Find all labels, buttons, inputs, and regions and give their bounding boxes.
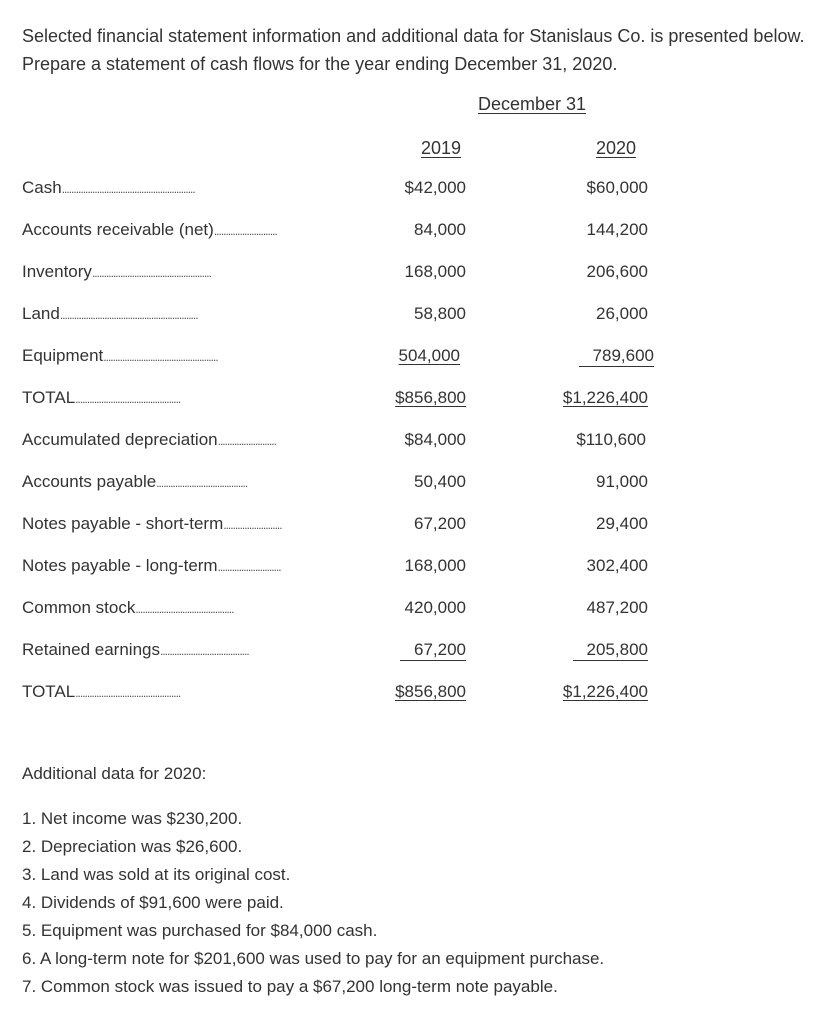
value-2020: 789,600 bbox=[579, 346, 654, 367]
row-label: Land........................................................... bbox=[22, 304, 198, 323]
additional-data-list bbox=[22, 805, 604, 1001]
value-2020: 144,200 bbox=[586, 220, 648, 239]
table-row bbox=[0, 262, 830, 286]
row-label: Notes payable - long-term........................... bbox=[22, 556, 281, 575]
row-label: Accumulated depreciation......................... bbox=[22, 430, 276, 449]
value-2019: 67,200 bbox=[414, 514, 466, 533]
date-header: December 31 bbox=[478, 94, 587, 114]
value-2019: 58,800 bbox=[414, 304, 466, 323]
value-2019: 67,200 bbox=[400, 640, 466, 661]
value-2019: $856,800 bbox=[395, 388, 466, 407]
table-row bbox=[0, 388, 830, 412]
value-2020: 91,000 bbox=[596, 472, 648, 491]
row-label: Notes payable - short-term......................... bbox=[22, 514, 282, 533]
table-row bbox=[0, 220, 830, 244]
value-2019: 420,000 bbox=[404, 598, 466, 617]
row-label: Retained earnings...................................... bbox=[22, 640, 249, 659]
row-label: TOTAL............................................. bbox=[22, 682, 181, 701]
table-row bbox=[0, 640, 830, 664]
row-label: Accounts receivable (net)........................... bbox=[22, 220, 277, 239]
table-row bbox=[0, 304, 830, 328]
value-2020: 205,800 bbox=[573, 640, 648, 661]
value-2019: 50,400 bbox=[414, 472, 466, 491]
value-2019: 168,000 bbox=[404, 556, 466, 575]
table-row bbox=[0, 598, 830, 622]
row-label: Accounts payable....................................... bbox=[22, 472, 248, 491]
table-row bbox=[0, 178, 830, 202]
list-item: 7. Common stock was issued to pay a $67,200 long-term note payable. bbox=[22, 977, 558, 996]
row-label: Cash......................................................... bbox=[22, 178, 195, 197]
problem-intro: Selected financial statement information and additional data for Stanislaus Co. is presented below. Prepare a statement of cash flows for the year ending December 31, 2020. bbox=[22, 26, 805, 74]
table-row bbox=[0, 472, 830, 496]
value-2020: 487,200 bbox=[586, 598, 648, 617]
value-2019: 168,000 bbox=[404, 262, 466, 281]
list-item: 6. A long-term note for $201,600 was used to pay for an equipment purchase. bbox=[22, 949, 605, 968]
row-label: Inventory................................................... bbox=[22, 262, 211, 281]
row-label: Common stock.......................................... bbox=[22, 598, 234, 617]
value-2020: 26,000 bbox=[596, 304, 648, 323]
column-header-2020: 2020 bbox=[596, 138, 637, 158]
value-2020: $110,600 bbox=[576, 430, 646, 449]
value-2020: $60,000 bbox=[586, 178, 648, 197]
table-row bbox=[0, 682, 830, 706]
list-item: 1. Net income was $230,200. bbox=[22, 809, 243, 828]
table-row bbox=[0, 556, 830, 580]
value-2020: $1,226,400 bbox=[562, 388, 648, 407]
list-item: 2. Depreciation was $26,600. bbox=[22, 837, 243, 856]
column-header-2019: 2019 bbox=[421, 138, 462, 158]
table-row bbox=[0, 514, 830, 538]
row-label: TOTAL............................................. bbox=[22, 388, 181, 407]
list-item: 4. Dividends of $91,600 were paid. bbox=[22, 893, 284, 912]
list-item: 3. Land was sold at its original cost. bbox=[22, 865, 291, 884]
additional-data-heading: Additional data for 2020: bbox=[22, 764, 207, 783]
value-2020: 302,400 bbox=[586, 556, 648, 575]
value-2019: 504,000 bbox=[398, 346, 460, 365]
list-item: 5. Equipment was purchased for $84,000 cash. bbox=[22, 921, 378, 940]
table-row bbox=[0, 430, 830, 454]
value-2020: $1,226,400 bbox=[562, 682, 648, 701]
row-label: Equipment................................................. bbox=[22, 346, 218, 365]
value-2019: $42,000 bbox=[404, 178, 466, 197]
value-2019: $856,800 bbox=[395, 682, 466, 701]
value-2019: $84,000 bbox=[404, 430, 466, 449]
value-2019: 84,000 bbox=[414, 220, 466, 239]
value-2020: 29,400 bbox=[596, 514, 648, 533]
table-row bbox=[0, 346, 830, 370]
value-2020: 206,600 bbox=[586, 262, 648, 281]
